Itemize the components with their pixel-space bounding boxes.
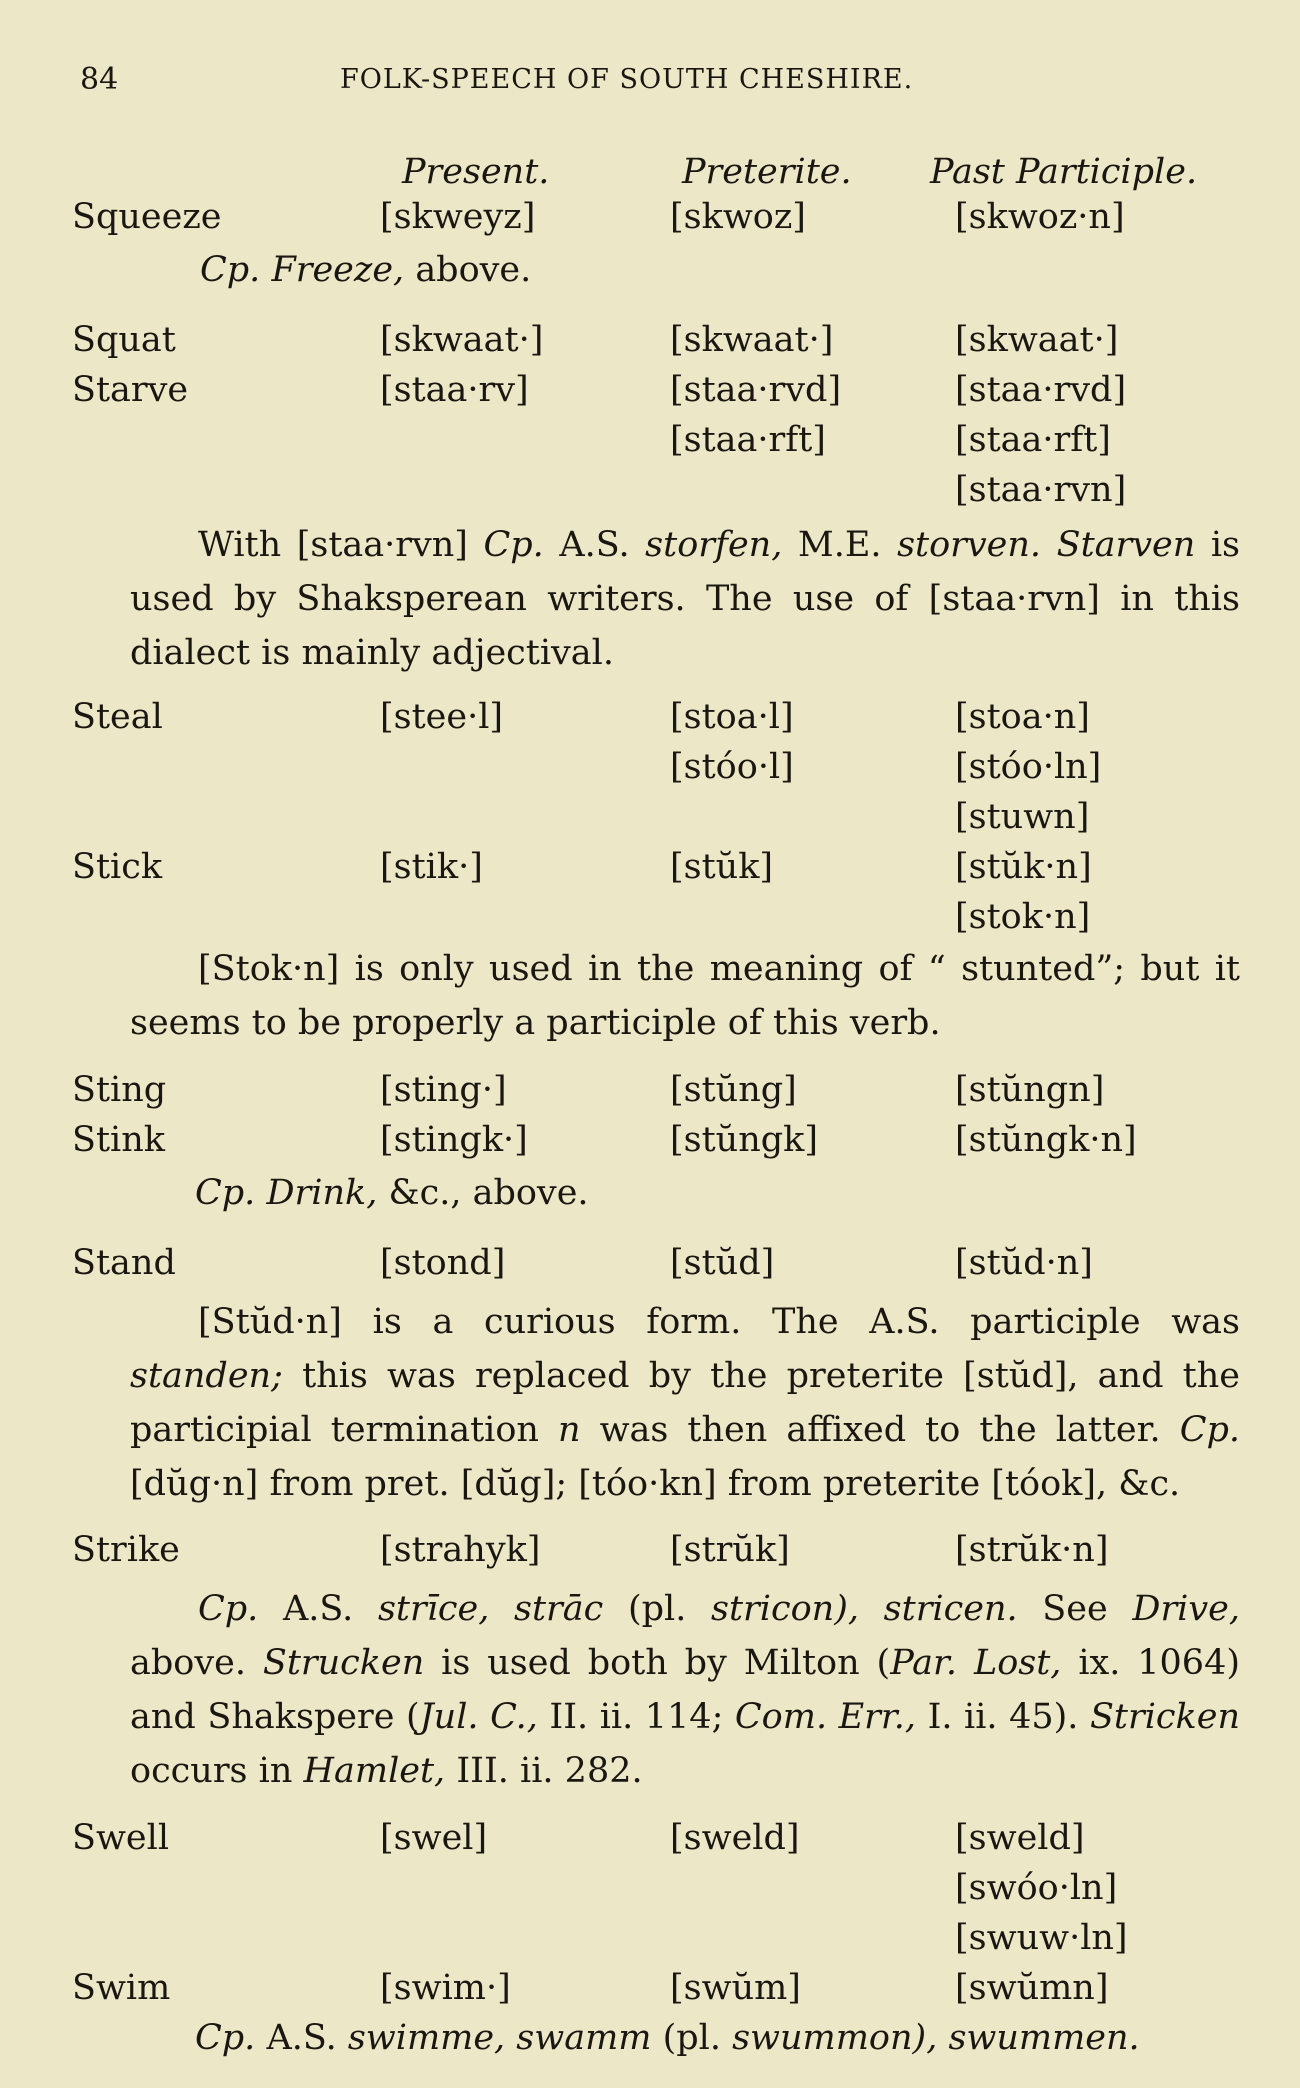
verb: Swim — [72, 1968, 171, 2008]
present-form: [stingk·] — [380, 1120, 528, 1160]
preterite-form: [stŭd] — [670, 1243, 775, 1283]
preterite-form: [stoa·l] — [670, 697, 794, 737]
cp-rest: &c., above. — [377, 1173, 589, 1213]
verb-row-swell-alt1 — [0, 1868, 1300, 1918]
preterite-form: [stŭngk] — [670, 1120, 819, 1160]
verb-row-sting — [0, 1070, 1300, 1120]
verb: Stick — [72, 847, 163, 887]
participle-form: [staa·rvd] — [955, 370, 1127, 410]
participle-form: [stok·n] — [955, 897, 1091, 937]
cp-word: Freeze, — [271, 250, 405, 290]
squeeze-compare — [200, 250, 531, 290]
present-form: [staa·rv] — [380, 370, 529, 410]
verb: Squeeze — [72, 197, 222, 237]
page-number: 84 — [80, 62, 119, 97]
participle-form: [swŭmn] — [955, 1968, 1109, 2008]
participle-form: [stuwn] — [955, 797, 1090, 837]
participle-form: [swuw·ln] — [955, 1918, 1128, 1958]
verb-row-starve-alt2 — [0, 470, 1300, 520]
preterite-form: [stóo·l] — [670, 747, 794, 787]
participle-form: [swóo·ln] — [955, 1868, 1118, 1908]
verb-row-steal-alt2 — [0, 797, 1300, 847]
verb: Strike — [72, 1530, 180, 1570]
verb-row-swell-alt2 — [0, 1918, 1300, 1968]
stand-note: [Stŭd·n] is a curious form. The A.S. participle was standen; this was replaced by the preterite [stŭd], and the participial termination n was then affixed to the latter. Cp. [dŭg·n] from pret. [dŭg]; [tóo·kn] from preterite [tóok], &c. — [130, 1302, 1241, 1504]
participle-form: [skwaat·] — [955, 320, 1119, 360]
verb-row-starve-alt1 — [0, 420, 1300, 470]
verb-row-swim — [0, 1968, 1300, 2018]
cp-abbrev: Cp. — [195, 1173, 256, 1213]
swim-compare: Cp. A.S. swimme, swamm (pl. swummon), swummen. — [195, 2018, 1140, 2058]
verb: Steal — [72, 697, 163, 737]
verb-row-squat — [0, 320, 1300, 370]
verb-row-squeeze — [0, 197, 1300, 247]
present-form: [stond] — [380, 1243, 506, 1283]
present-form: [skweyz] — [380, 197, 536, 237]
preterite-form: [staa·rft] — [670, 420, 826, 460]
verb: Starve — [72, 370, 189, 410]
participle-form: [strŭk·n] — [955, 1530, 1109, 1570]
starve-note: With [staa·rvn] Cp. A.S. storfen, M.E. storven. Starven is used by Shaksperean writers. The use of [staa·rvn] in this dialect is mainly adjectival. — [130, 525, 1240, 673]
participle-form: [staa·rft] — [955, 420, 1111, 460]
verb-row-strike — [0, 1530, 1300, 1580]
participle-form: [sweld] — [955, 1818, 1085, 1858]
preterite-form: [sweld] — [670, 1818, 800, 1858]
participle-form: [stŭk·n] — [955, 847, 1092, 887]
preterite-form: [swŭm] — [670, 1968, 801, 2008]
participle-form: [stóo·ln] — [955, 747, 1102, 787]
stick-note: [Stok·n] is only used in the meaning of “ stunted”; but it seems to be properly a participle of this verb. — [130, 949, 1240, 1043]
heading-preterite: Preterite. — [682, 152, 852, 192]
verb: Stink — [72, 1120, 165, 1160]
cp-word: Drink, — [266, 1173, 378, 1213]
participle-form: [stŭd·n] — [955, 1243, 1093, 1283]
stink-compare — [195, 1173, 589, 1213]
verb-row-steal — [0, 697, 1300, 747]
column-headings — [0, 152, 1300, 202]
verb-row-stink — [0, 1120, 1300, 1170]
preterite-form: [stŭk] — [670, 847, 774, 887]
present-form: [skwaat·] — [380, 320, 544, 360]
running-title: FOLK-SPEECH OF SOUTH CHESHIRE. — [340, 64, 914, 95]
present-form: [swel] — [380, 1818, 488, 1858]
preterite-form: [strŭk] — [670, 1530, 790, 1570]
present-form: [sting·] — [380, 1070, 507, 1110]
present-form: [strahyk] — [380, 1530, 541, 1570]
participle-form: [staa·rvn] — [955, 470, 1127, 510]
verb: Stand — [72, 1243, 176, 1283]
cp-abbrev: Cp. — [200, 250, 261, 290]
preterite-form: [skwaat·] — [670, 320, 834, 360]
page-header — [0, 62, 1300, 122]
preterite-form: [staa·rvd] — [670, 370, 842, 410]
preterite-form: [stŭng] — [670, 1070, 797, 1110]
participle-form: [skwoz·n] — [955, 197, 1125, 237]
heading-present: Present. — [402, 152, 550, 192]
heading-past-participle: Past Participle. — [930, 152, 1198, 192]
participle-form: [stŭngn] — [955, 1070, 1105, 1110]
verb-row-steal-alt1 — [0, 747, 1300, 797]
verb-row-swell — [0, 1818, 1300, 1868]
participle-form: [stŭngk·n] — [955, 1120, 1137, 1160]
verb: Squat — [72, 320, 176, 360]
present-form: [stee·l] — [380, 697, 504, 737]
present-form: [stik·] — [380, 847, 483, 887]
strike-note: Cp. A.S. strīce, strāc (pl. stricon), stricen. See Drive, above. Strucken is used both by Milton (Par. Lost, ix. 1064) and Shakspere (Jul. C., II. ii. 114; Com. Err., I. ii. 45). Stricken occurs in Hamlet, III. ii. 282. — [130, 1589, 1240, 1791]
verb: Sting — [72, 1070, 167, 1110]
participle-form: [stoa·n] — [955, 697, 1090, 737]
preterite-form: [skwoz] — [670, 197, 806, 237]
verb-row-stick — [0, 847, 1300, 897]
verb-row-starve — [0, 370, 1300, 420]
verb: Swell — [72, 1818, 170, 1858]
verb-row-stand — [0, 1243, 1300, 1293]
present-form: [swim·] — [380, 1968, 511, 2008]
cp-rest: above. — [404, 250, 532, 290]
verb-row-stick-alt — [0, 897, 1300, 947]
